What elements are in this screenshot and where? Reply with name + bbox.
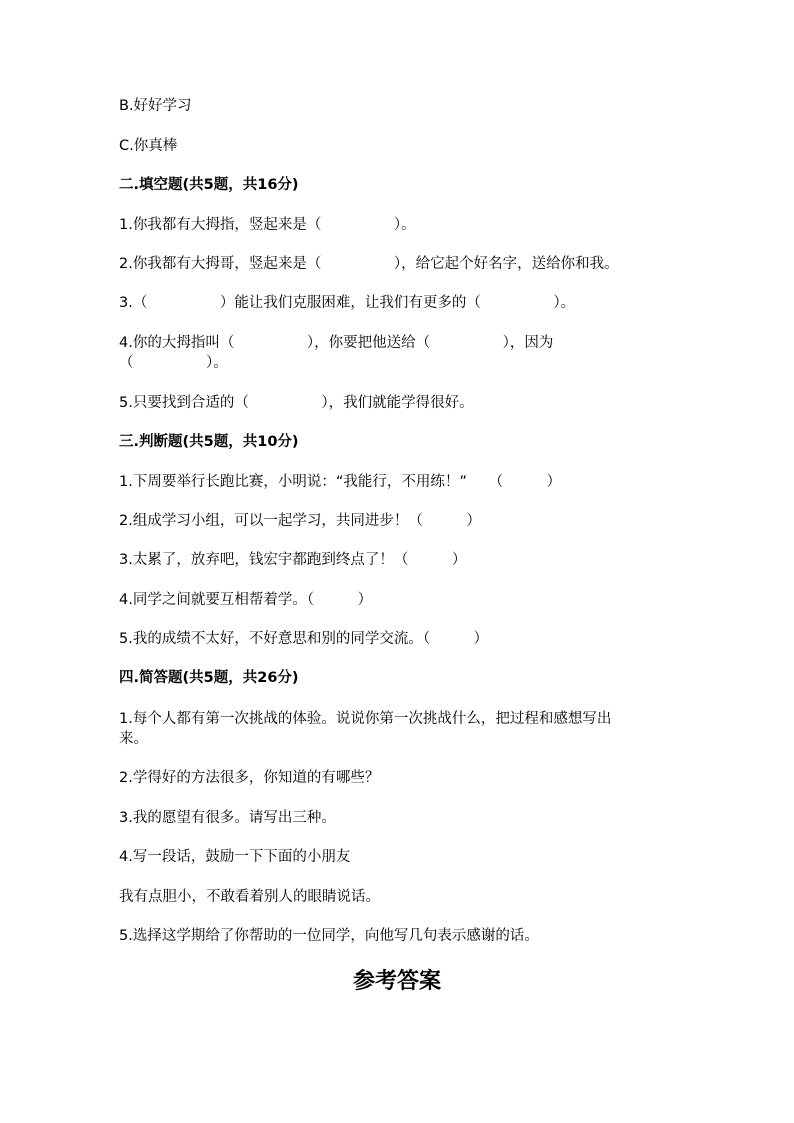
section-heading-true-false: 三.判断题(共5题，共10分) bbox=[119, 434, 299, 450]
short-answer-question-1-continued: 来。 bbox=[119, 731, 148, 747]
short-answer-question-1: 1.每个人都有第一次挑战的体验。说说你第一次挑战什么，把过程和感想写出 bbox=[119, 711, 612, 727]
fill-in-question-5: 5.只要找到合适的（ ），我们就能学得很好。 bbox=[119, 395, 474, 411]
short-answer-question-5: 5.选择这学期给了你帮助的一位同学，向他写几句表示感谢的话。 bbox=[119, 928, 539, 944]
true-false-question-2: 2.组成学习小组，可以一起学习，共同进步！（ ） bbox=[119, 513, 481, 529]
true-false-question-1: 1.下周要举行长跑比赛，小明说：“我能行，不用练！” （ ） bbox=[119, 474, 562, 490]
fill-in-question-4-continued: （ ）。 bbox=[119, 355, 228, 371]
fill-in-question-3: 3.（ ）能让我们克服困难，让我们有更多的（ ）。 bbox=[119, 295, 576, 311]
true-false-question-4: 4.同学之间就要互相帮着学。（ ） bbox=[119, 592, 373, 608]
section-heading-short-answer: 四.简答题(共5题，共26分) bbox=[119, 670, 299, 686]
fill-in-question-2: 2.你我都有大拇哥，竖起来是（ ），给它起个好名字，送给你和我。 bbox=[119, 256, 619, 272]
true-false-question-3: 3.太累了，放弃吧，钱宏宇都跑到终点了！（ ） bbox=[119, 552, 467, 568]
fill-in-question-4: 4.你的大拇指叫（ ），你要把他送给（ ），因为 bbox=[119, 335, 554, 351]
choice-option-c: C.你真棒 bbox=[119, 138, 178, 154]
section-heading-fill-in: 二.填空题(共5题，共16分) bbox=[119, 177, 299, 193]
fill-in-question-1: 1.你我都有大拇指，竖起来是（ ）。 bbox=[119, 217, 416, 233]
true-false-question-5: 5.我的成绩不太好，不好意思和别的同学交流。（ ） bbox=[119, 631, 489, 647]
short-answer-question-2: 2.学得好的方法很多，你知道的有哪些？ bbox=[119, 770, 380, 786]
short-answer-question-4: 4.写一段话，鼓励一下下面的小朋友 bbox=[119, 849, 351, 865]
answer-key-title: 参考答案 bbox=[352, 968, 441, 994]
short-answer-question-4-quote: 我有点胆小，不敢看着别人的眼睛说话。 bbox=[119, 889, 380, 905]
short-answer-question-3: 3.我的愿望有很多。请写出三种。 bbox=[119, 810, 336, 826]
choice-option-b: B.好好学习 bbox=[119, 98, 192, 114]
